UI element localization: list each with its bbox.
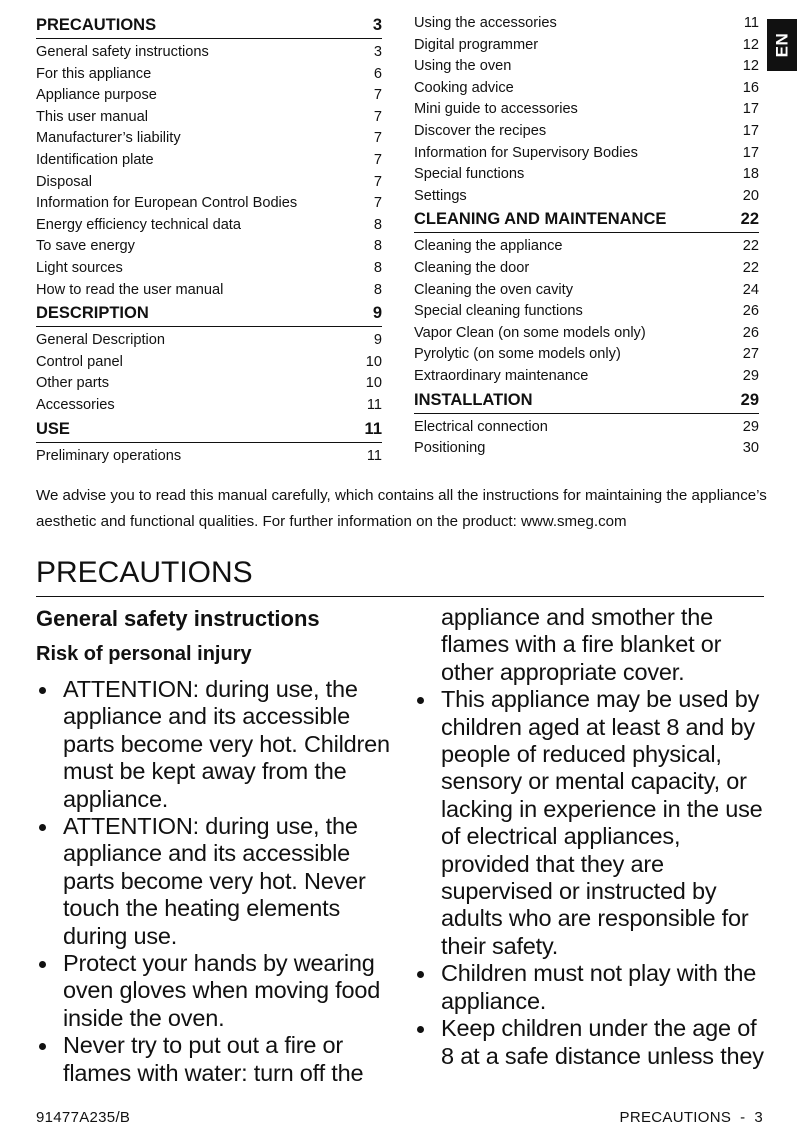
toc-entry (36, 107, 382, 129)
toc-entry (414, 280, 759, 302)
bullet-dot-icon (39, 687, 46, 694)
toc-entry (36, 236, 382, 258)
toc-entry-page: 22 (742, 238, 759, 255)
bullet-item (36, 950, 391, 1032)
toc-entry-label: Using the oven (414, 58, 512, 75)
toc-entry-page: 18 (742, 166, 759, 183)
toc-entry-label: PRECAUTIONS (36, 16, 157, 34)
toc-entry-page: 17 (742, 144, 759, 161)
toc-entry-page: 9 (372, 304, 382, 323)
toc-entry-page: 10 (365, 353, 382, 370)
body-left-column (36, 602, 391, 1087)
toc-entry-label: Manufacturer’s liability (36, 130, 181, 147)
toc-section-heading (36, 14, 382, 39)
toc-entry (414, 417, 759, 439)
toc-entry-page: 12 (742, 36, 759, 53)
bullet-item (36, 676, 391, 813)
bullet-text: ATTENTION: during use, the appliance and its accessible parts become very hot. Children must be kept away from the appliance. (63, 676, 390, 812)
toc-entry-page: 16 (742, 79, 759, 96)
toc-entry-label: USE (36, 419, 70, 438)
toc-entry (414, 56, 759, 78)
toc-entry-page: 29 (740, 390, 759, 409)
toc-entry-page: 22 (742, 259, 759, 276)
bullet-item (414, 960, 766, 1015)
toc-entry-label: Positioning (414, 440, 486, 457)
toc-entry-label: Preliminary operations (36, 447, 182, 464)
toc-entry-label: Accessories (36, 396, 115, 413)
language-tab-label: EN (772, 32, 791, 58)
toc-entry-page: 11 (364, 419, 382, 438)
toc-entry-page: 7 (373, 130, 382, 147)
toc-entry-page: 26 (742, 324, 759, 341)
toc-entry-page: 8 (373, 281, 382, 298)
bullet-dot-icon (39, 961, 46, 968)
toc-entry-label: General Description (36, 332, 165, 349)
toc-entry (414, 186, 759, 208)
toc-entry-page: 11 (743, 15, 759, 31)
toc-section-heading (414, 208, 759, 233)
toc-entry-page: 9 (373, 332, 382, 349)
toc-entry-label: Cooking advice (414, 79, 514, 96)
toc-entry (414, 258, 759, 280)
toc-entry-page: 7 (373, 151, 382, 168)
toc-entry (414, 35, 759, 57)
toc-entry-label: To save energy (36, 238, 135, 255)
bullet-text: This appliance may be used by children aged at least 8 and by people of reduced physical, sensory or mental capacity, or lacking in experience in the use of electrical appliances, provided that they are supervised or instructed by adults who are responsible for their safety. (441, 686, 763, 959)
bullet-dot-icon (417, 697, 424, 704)
toc-entry-label: Using the accessories (414, 15, 557, 31)
toc-entry-page: 8 (373, 259, 382, 276)
toc-entry-page: 24 (742, 281, 759, 298)
toc-entry-label: Special cleaning functions (414, 303, 583, 320)
toc-entry (36, 395, 382, 417)
toc-entry-page: 10 (365, 375, 382, 392)
toc-entry-label: For this appliance (36, 65, 152, 82)
toc-entry-label: Vapor Clean (on some models only) (414, 324, 646, 341)
toc-entry (414, 366, 759, 388)
toc-entry-page: 7 (373, 108, 382, 125)
toc-entry-label: DESCRIPTION (36, 304, 149, 323)
toc-right-column (414, 13, 759, 460)
bullet-text: Children must not play with the appliance. (441, 960, 757, 1014)
toc-entry-page: 27 (742, 346, 759, 363)
toc-entry-label: Information for European Control Bodies (36, 195, 298, 212)
section-title: PRECAUTIONS (36, 553, 764, 597)
toc-entry-page: 7 (373, 173, 382, 190)
toc-entry (414, 301, 759, 323)
toc-left-column (36, 13, 382, 467)
footer-document-code: 91477A235/B (36, 1109, 131, 1126)
toc-entry-label: How to read the user manual (36, 281, 224, 298)
bullet-item (36, 813, 391, 950)
toc-entry (414, 13, 759, 35)
toc-entry (36, 215, 382, 237)
toc-entry (414, 236, 759, 258)
toc-entry-page: 20 (742, 187, 759, 204)
toc-entry (414, 344, 759, 366)
toc-entry-label: Energy efficiency technical data (36, 216, 241, 233)
bullet-text: Never try to put out a fire or flames with water: turn off the (63, 1032, 364, 1086)
toc-entry-page: 8 (373, 216, 382, 233)
toc-entry-label: Digital programmer (414, 36, 539, 53)
continued-paragraph: appliance and smother the flames with a fire blanket or other appropriate cover. (441, 604, 722, 685)
toc-entry-page: 29 (742, 367, 759, 384)
toc-entry-label: This user manual (36, 108, 148, 125)
toc-entry (36, 172, 382, 194)
body-right-column (414, 604, 766, 1070)
bullet-text: Keep children under the age of 8 at a safe distance unless they (441, 1015, 764, 1069)
toc-entry (36, 85, 382, 107)
toc-entry (36, 330, 382, 352)
toc-entry (414, 99, 759, 121)
toc-entry-page: 3 (372, 16, 382, 34)
bullet-item (414, 686, 766, 960)
toc-entry-label: Identification plate (36, 151, 154, 168)
toc-entry-page: 3 (373, 44, 382, 60)
toc-entry (414, 143, 759, 165)
toc-entry-label: Cleaning the appliance (414, 238, 563, 255)
toc-entry-label: Disposal (36, 173, 92, 190)
footer-page-label: PRECAUTIONS - 3 (619, 1109, 763, 1126)
toc-entry (36, 258, 382, 280)
toc-entry-label: Mini guide to accessories (414, 101, 578, 118)
toc-entry-page: 11 (366, 447, 382, 464)
toc-entry (36, 64, 382, 86)
right-bullet-list (414, 686, 766, 1070)
toc-entry-page: 7 (373, 87, 382, 104)
subsection-title: General safety instructions (36, 606, 320, 631)
toc-entry-page: 6 (373, 65, 382, 82)
language-tab (767, 19, 797, 71)
toc-entry-label: Discover the recipes (414, 122, 547, 139)
toc-entry-label: Settings (414, 187, 467, 204)
toc-entry-label: Appliance purpose (36, 87, 157, 104)
bullet-dot-icon (417, 1026, 424, 1033)
toc-entry (36, 128, 382, 150)
toc-entry-label: Control panel (36, 353, 123, 370)
toc-entry (36, 352, 382, 374)
toc-entry (36, 193, 382, 215)
toc-entry-label: Information for Supervisory Bodies (414, 144, 638, 161)
toc-section-heading (36, 302, 382, 327)
toc-entry (36, 280, 382, 302)
toc-entry-page: 7 (373, 195, 382, 212)
subsubsection-title: Risk of personal injury (36, 643, 252, 665)
bullet-dot-icon (39, 1043, 46, 1050)
toc-entry (36, 373, 382, 395)
toc-entry-label: Other parts (36, 375, 109, 392)
toc-entry-label: CLEANING AND MAINTENANCE (414, 210, 667, 229)
bullet-text: ATTENTION: during use, the appliance and its accessible parts become very hot. Never touch the heating elements during use. (63, 813, 366, 949)
bullet-dot-icon (417, 971, 424, 978)
toc-entry-page: 17 (742, 101, 759, 118)
toc-entry-page: 22 (740, 210, 759, 229)
toc-entry-label: Cleaning the door (414, 259, 530, 276)
toc-entry-label: Extraordinary maintenance (414, 367, 589, 384)
toc-entry (414, 323, 759, 345)
bullet-item (36, 1032, 391, 1087)
intro-paragraph: We advise you to read this manual carefully, which contains all the instructions for maintaining the appliance’s aesthetic and functional qualities. For further information on the product: www.smeg.com (36, 487, 767, 530)
toc-entry-label: Electrical connection (414, 418, 548, 435)
toc-entry-label: Light sources (36, 259, 123, 276)
toc-entry-page: 29 (742, 418, 759, 435)
toc-entry-page: 12 (742, 58, 759, 75)
toc-entry (414, 121, 759, 143)
toc-entry (36, 150, 382, 172)
toc-entry-label: Special functions (414, 166, 525, 183)
toc-entry-page: 11 (366, 396, 382, 413)
toc-entry-page: 30 (742, 440, 759, 457)
toc-entry (414, 164, 759, 186)
toc-entry-page: 17 (742, 122, 759, 139)
toc-section-heading (36, 418, 382, 443)
toc-entry (36, 446, 382, 468)
toc-entry (414, 78, 759, 100)
bullet-text: Protect your hands by wearing oven gloves when moving food inside the oven. (63, 950, 381, 1031)
toc-entry-label: INSTALLATION (414, 390, 533, 409)
bullet-item (414, 1015, 766, 1070)
bullet-dot-icon (39, 824, 46, 831)
toc-entry-page: 8 (373, 238, 382, 255)
toc-entry-label: Cleaning the oven cavity (414, 281, 574, 298)
toc-entry-label: General safety instructions (36, 44, 209, 60)
toc-entry-label: Pyrolytic (on some models only) (414, 346, 621, 363)
toc-entry (36, 42, 382, 64)
toc-entry (414, 438, 759, 460)
toc-entry-page: 26 (742, 303, 759, 320)
left-bullet-list (36, 676, 391, 1087)
toc-section-heading (414, 389, 759, 414)
